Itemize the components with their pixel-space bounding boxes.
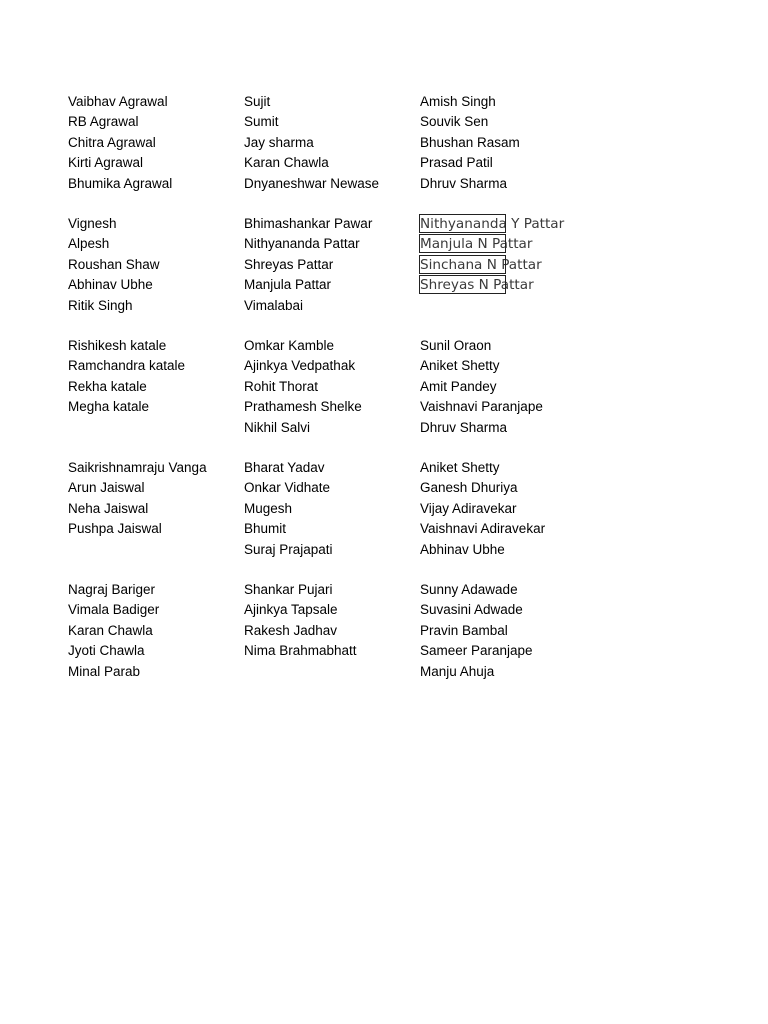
name-cell: Vaishnavi Adiravekar bbox=[420, 521, 546, 537]
name-cell: Sameer Paranjape bbox=[420, 643, 533, 659]
name-cell: Minal Parab bbox=[68, 663, 141, 679]
name-cell: Abhinav Ubhe bbox=[68, 277, 153, 293]
name-cell: Nithyananda Pattar bbox=[244, 236, 360, 252]
name-column-c bbox=[420, 458, 620, 560]
name-cell: Alpesh bbox=[68, 236, 110, 252]
name-cell: Kirti Agrawal bbox=[68, 155, 144, 171]
name-cell: Vijay Adiravekar bbox=[420, 500, 517, 516]
name-column-b bbox=[244, 580, 416, 662]
name-cell: Rekha katale bbox=[68, 378, 147, 394]
name-cell: Neha Jaiswal bbox=[68, 500, 149, 516]
name-cell: Jay sharma bbox=[244, 134, 314, 150]
name-cell: Bhumit bbox=[244, 521, 287, 537]
name-cell: Pravin Bambal bbox=[420, 622, 508, 638]
name-cell: Sunil Oraon bbox=[420, 338, 492, 353]
selected-name-cell[interactable] bbox=[420, 275, 620, 295]
name-cell: RB Agrawal bbox=[68, 114, 139, 130]
name-cell: Arun Jaiswal bbox=[68, 480, 145, 496]
name-cell: Mugesh bbox=[244, 500, 293, 516]
name-column-b bbox=[244, 458, 416, 560]
name-cell: Prathamesh Shelke bbox=[244, 399, 362, 415]
name-cell: Prasad Patil bbox=[420, 155, 493, 171]
name-cell: Shreyas Pattar bbox=[244, 256, 334, 272]
name-cell: Manjula Pattar bbox=[244, 277, 332, 293]
name-cell: Ajinkya Vedpathak bbox=[244, 358, 356, 374]
name-text: Sinchana N Pattar bbox=[420, 256, 542, 273]
name-cell: Chitra Agrawal bbox=[68, 134, 156, 150]
name-cell: Amish Singh bbox=[420, 94, 496, 109]
name-cell: Ganesh Dhuriya bbox=[420, 480, 518, 496]
name-cell: Rishikesh katale bbox=[68, 338, 167, 353]
name-text: Manjula N Pattar bbox=[420, 236, 533, 253]
name-cell: Roushan Shaw bbox=[68, 256, 160, 272]
name-cell: Bhumika Agrawal bbox=[68, 175, 173, 191]
name-cell: Ajinkya Tapsale bbox=[244, 602, 338, 618]
name-column-c bbox=[420, 336, 620, 438]
selected-name-cell[interactable] bbox=[420, 255, 620, 275]
name-cell: Dnyaneshwar Newase bbox=[244, 175, 380, 191]
name-cell: Vimalabai bbox=[244, 297, 304, 313]
name-cell: Bhushan Rasam bbox=[420, 134, 520, 150]
selected-name-cell[interactable] bbox=[420, 234, 620, 254]
name-column-c bbox=[420, 214, 620, 296]
name-column-c bbox=[420, 92, 620, 194]
name-text: Shreyas N Pattar bbox=[420, 277, 534, 294]
name-cell: Amit Pandey bbox=[420, 378, 497, 394]
name-column-b bbox=[244, 336, 416, 438]
name-column-a bbox=[68, 214, 240, 316]
selected-name-cell[interactable] bbox=[420, 214, 620, 234]
name-cell: Shankar Pujari bbox=[244, 582, 333, 597]
name-cell: Vaibhav Agrawal bbox=[68, 94, 168, 109]
name-cell: Aniket Shetty bbox=[420, 358, 500, 374]
name-cell: Sunny Adawade bbox=[420, 582, 518, 597]
name-cell: Ritik Singh bbox=[68, 297, 133, 313]
name-cell: Karan Chawla bbox=[244, 155, 329, 171]
name-column-a bbox=[68, 580, 240, 682]
name-cell: Vignesh bbox=[68, 216, 117, 231]
name-cell: Karan Chawla bbox=[68, 622, 153, 638]
name-cell: Rohit Thorat bbox=[244, 378, 319, 394]
name-cell: Suraj Prajapati bbox=[244, 541, 333, 557]
name-cell: Sujit bbox=[244, 94, 271, 109]
name-cell: Bhimashankar Pawar bbox=[244, 216, 373, 231]
name-column-c bbox=[420, 580, 620, 682]
name-text: Nithyananda Y Pattar bbox=[420, 216, 565, 232]
name-cell: Pushpa Jaiswal bbox=[68, 521, 162, 537]
name-column-a bbox=[68, 458, 240, 540]
name-cell: Omkar Kamble bbox=[244, 338, 335, 353]
name-cell: Vaishnavi Paranjape bbox=[420, 399, 543, 415]
name-cell: Dhruv Sharma bbox=[420, 175, 508, 191]
name-column-a bbox=[68, 336, 240, 418]
name-cell: Suvasini Adwade bbox=[420, 602, 523, 618]
name-cell: Ramchandra katale bbox=[68, 358, 186, 374]
name-cell: Manju Ahuja bbox=[420, 663, 495, 679]
name-cell: Abhinav Ubhe bbox=[420, 541, 505, 557]
name-cell: Megha katale bbox=[68, 399, 150, 415]
name-cell: Saikrishnamraju Vanga bbox=[68, 460, 207, 475]
name-cell: Vimala Badiger bbox=[68, 602, 160, 618]
name-cell: Bharat Yadav bbox=[244, 460, 325, 475]
name-cell: Nagraj Bariger bbox=[68, 582, 156, 597]
name-cell: Dhruv Sharma bbox=[420, 419, 508, 435]
name-cell: Jyoti Chawla bbox=[68, 643, 145, 659]
name-cell: Aniket Shetty bbox=[420, 460, 500, 475]
name-cell: Rakesh Jadhav bbox=[244, 622, 338, 638]
name-column-a bbox=[68, 92, 240, 194]
name-column-b bbox=[244, 214, 416, 316]
name-cell: Sumit bbox=[244, 114, 279, 130]
name-column-b bbox=[244, 92, 416, 194]
name-cell: Souvik Sen bbox=[420, 114, 489, 130]
name-cell: Onkar Vidhate bbox=[244, 480, 331, 496]
name-cell: Nikhil Salvi bbox=[244, 419, 311, 435]
name-cell: Nima Brahmabhatt bbox=[244, 643, 357, 659]
